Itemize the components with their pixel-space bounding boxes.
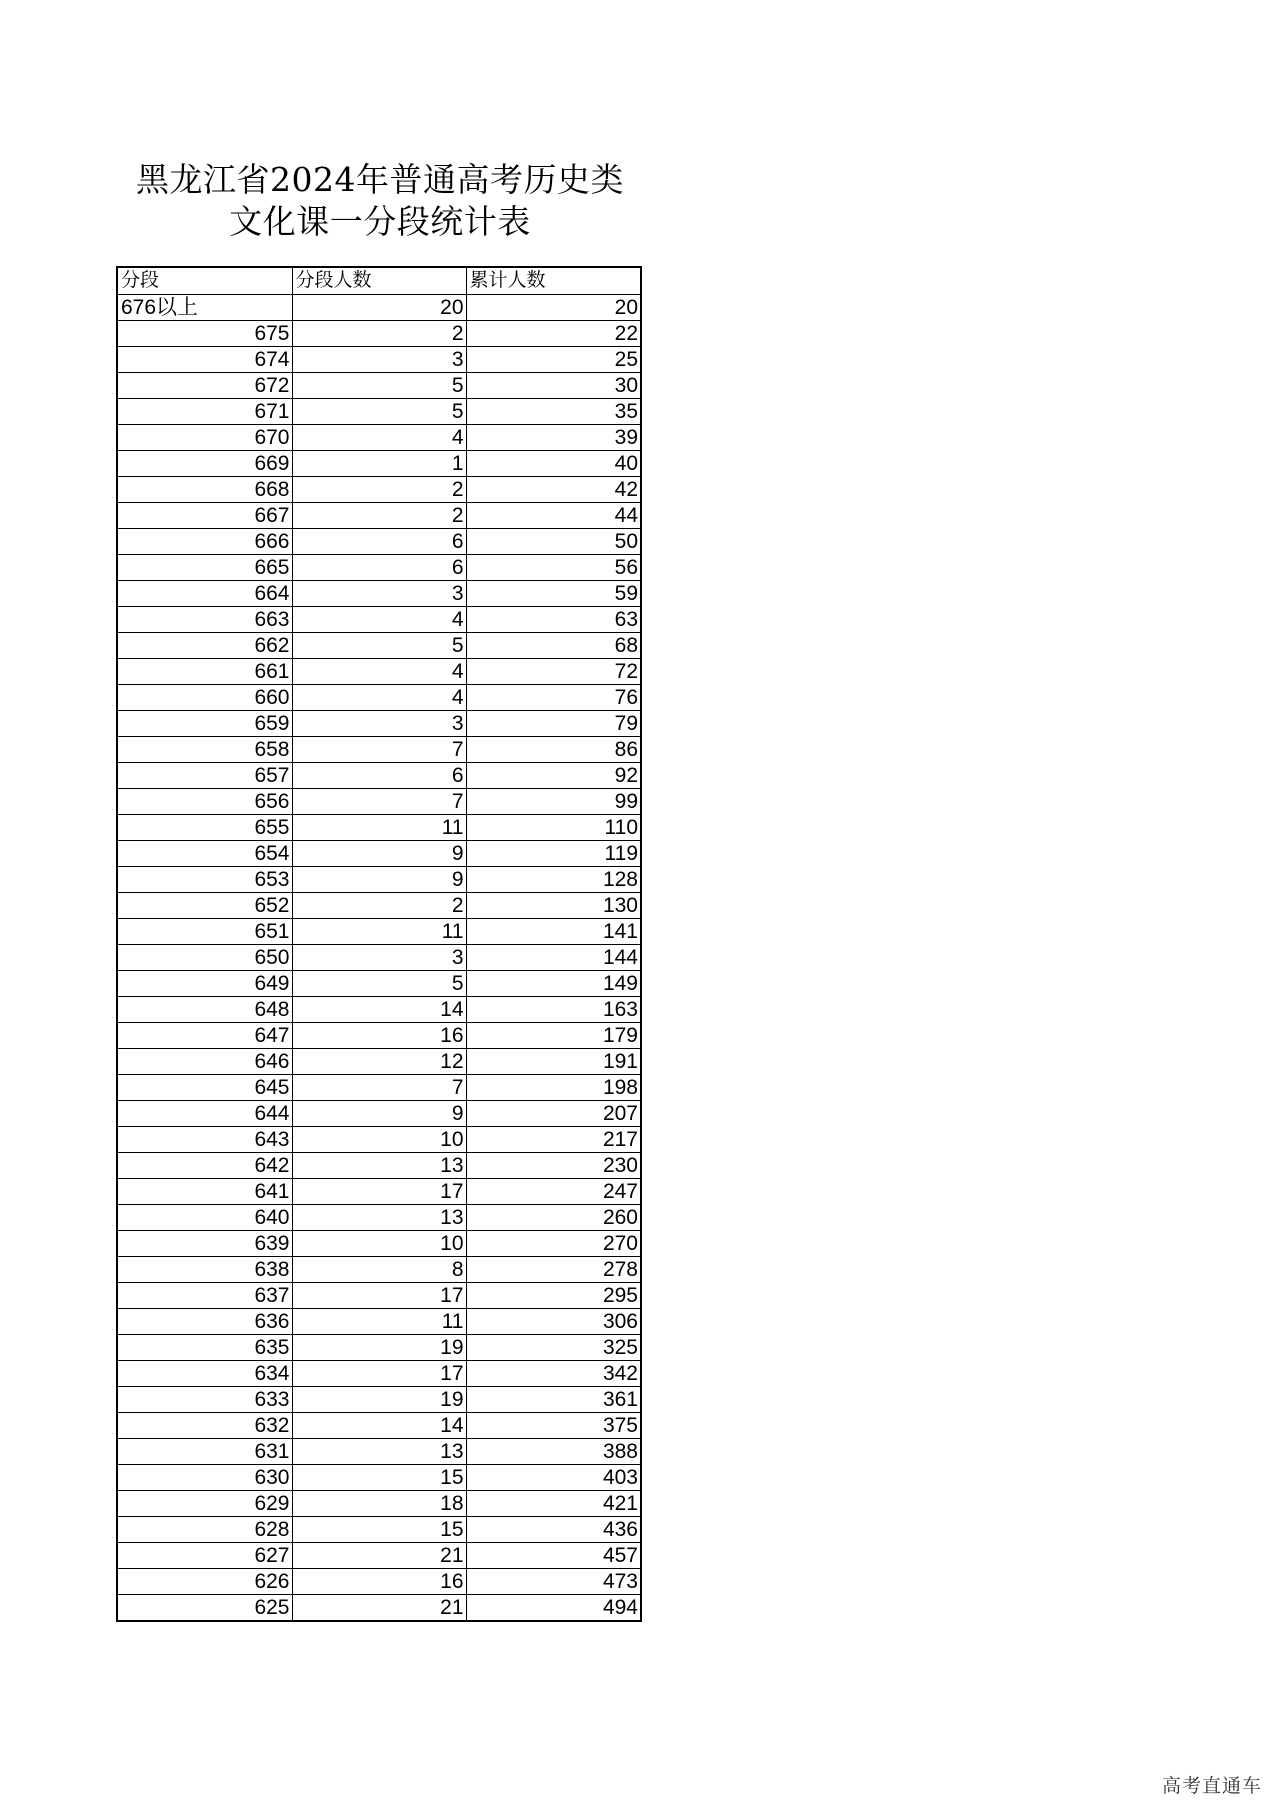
table-row — [117, 1542, 641, 1568]
cell-cumulative-count: 20 — [466, 294, 641, 320]
cell-cumulative-count: 99 — [466, 788, 641, 814]
cell-cumulative-count: 457 — [466, 1542, 641, 1568]
table-row — [117, 658, 641, 684]
cell-score-segment: 656 — [117, 788, 292, 814]
cell-score-segment: 675 — [117, 320, 292, 346]
table-row — [117, 944, 641, 970]
cell-segment-count: 13 — [292, 1438, 466, 1464]
cell-score-segment: 638 — [117, 1256, 292, 1282]
cell-cumulative-count: 361 — [466, 1386, 641, 1412]
cell-cumulative-count: 76 — [466, 684, 641, 710]
cell-segment-count: 21 — [292, 1594, 466, 1621]
cell-score-segment: 637 — [117, 1282, 292, 1308]
cell-score-segment: 632 — [117, 1412, 292, 1438]
cell-cumulative-count: 92 — [466, 762, 641, 788]
cell-segment-count: 14 — [292, 1412, 466, 1438]
cell-score-segment: 636 — [117, 1308, 292, 1334]
cell-segment-count: 15 — [292, 1516, 466, 1542]
cell-cumulative-count: 25 — [466, 346, 641, 372]
cell-segment-count: 6 — [292, 762, 466, 788]
table-row — [117, 1412, 641, 1438]
cell-score-segment: 654 — [117, 840, 292, 866]
cell-score-segment: 652 — [117, 892, 292, 918]
cell-cumulative-count: 473 — [466, 1568, 641, 1594]
cell-segment-count: 2 — [292, 320, 466, 346]
table-row — [117, 1256, 641, 1282]
cell-segment-count: 17 — [292, 1360, 466, 1386]
cell-score-segment: 671 — [117, 398, 292, 424]
table-row — [117, 840, 641, 866]
cell-score-segment: 646 — [117, 1048, 292, 1074]
cell-segment-count: 11 — [292, 814, 466, 840]
table-row — [117, 398, 641, 424]
cell-score-segment: 651 — [117, 918, 292, 944]
table-row — [117, 892, 641, 918]
header-score-segment: 分段 — [117, 267, 292, 294]
cell-segment-count: 10 — [292, 1126, 466, 1152]
cell-cumulative-count: 494 — [466, 1594, 641, 1621]
cell-segment-count: 21 — [292, 1542, 466, 1568]
cell-segment-count: 1 — [292, 450, 466, 476]
table-row — [117, 1074, 641, 1100]
table-row — [117, 1464, 641, 1490]
cell-score-segment: 642 — [117, 1152, 292, 1178]
cell-segment-count: 16 — [292, 1568, 466, 1594]
cell-score-segment: 662 — [117, 632, 292, 658]
table-row — [117, 1204, 641, 1230]
document-title-line2: 文化课一分段统计表 — [229, 202, 531, 241]
cell-score-segment: 660 — [117, 684, 292, 710]
table-row — [117, 996, 641, 1022]
cell-score-segment: 650 — [117, 944, 292, 970]
table-row — [117, 476, 641, 502]
table-row — [117, 1230, 641, 1256]
cell-cumulative-count: 72 — [466, 658, 641, 684]
cell-score-segment: 630 — [117, 1464, 292, 1490]
cell-score-segment: 668 — [117, 476, 292, 502]
cell-cumulative-count: 260 — [466, 1204, 641, 1230]
cell-segment-count: 13 — [292, 1152, 466, 1178]
cell-segment-count: 3 — [292, 580, 466, 606]
table-row — [117, 1126, 641, 1152]
cell-segment-count: 20 — [292, 294, 466, 320]
document-title-line1: 黑龙江省2024年普通高考历史类 — [136, 160, 624, 199]
cell-segment-count: 9 — [292, 840, 466, 866]
table-row — [117, 1490, 641, 1516]
table-row — [117, 736, 641, 762]
cell-segment-count: 2 — [292, 476, 466, 502]
table-row — [117, 970, 641, 996]
cell-cumulative-count: 342 — [466, 1360, 641, 1386]
cell-cumulative-count: 421 — [466, 1490, 641, 1516]
cell-segment-count: 5 — [292, 372, 466, 398]
cell-segment-count: 4 — [292, 658, 466, 684]
cell-segment-count: 7 — [292, 1074, 466, 1100]
cell-cumulative-count: 270 — [466, 1230, 641, 1256]
cell-score-segment: 628 — [117, 1516, 292, 1542]
cell-segment-count: 19 — [292, 1334, 466, 1360]
cell-score-segment: 665 — [117, 554, 292, 580]
cell-cumulative-count: 22 — [466, 320, 641, 346]
cell-cumulative-count: 179 — [466, 1022, 641, 1048]
cell-segment-count: 5 — [292, 970, 466, 996]
cell-score-segment: 657 — [117, 762, 292, 788]
watermark-text: 高考直通车 — [1161, 1775, 1262, 1797]
cell-segment-count: 3 — [292, 346, 466, 372]
cell-segment-count: 7 — [292, 736, 466, 762]
cell-score-segment: 634 — [117, 1360, 292, 1386]
cell-score-segment: 659 — [117, 710, 292, 736]
cell-cumulative-count: 388 — [466, 1438, 641, 1464]
cell-score-segment: 658 — [117, 736, 292, 762]
cell-segment-count: 11 — [292, 1308, 466, 1334]
cell-cumulative-count: 230 — [466, 1152, 641, 1178]
cell-cumulative-count: 42 — [466, 476, 641, 502]
cell-score-segment: 670 — [117, 424, 292, 450]
cell-segment-count: 6 — [292, 528, 466, 554]
table-row — [117, 814, 641, 840]
table-row — [117, 1386, 641, 1412]
table-row — [117, 320, 641, 346]
cell-score-segment: 672 — [117, 372, 292, 398]
cell-cumulative-count: 119 — [466, 840, 641, 866]
cell-score-segment: 676以上 — [117, 294, 292, 320]
table-row — [117, 1022, 641, 1048]
cell-cumulative-count: 35 — [466, 398, 641, 424]
cell-segment-count: 9 — [292, 1100, 466, 1126]
table-row — [117, 372, 641, 398]
cell-score-segment: 629 — [117, 1490, 292, 1516]
cell-score-segment: 625 — [117, 1594, 292, 1621]
cell-segment-count: 11 — [292, 918, 466, 944]
cell-score-segment: 669 — [117, 450, 292, 476]
cell-score-segment: 667 — [117, 502, 292, 528]
cell-segment-count: 17 — [292, 1282, 466, 1308]
table-row — [117, 1594, 641, 1621]
cell-cumulative-count: 39 — [466, 424, 641, 450]
cell-score-segment: 663 — [117, 606, 292, 632]
cell-cumulative-count: 375 — [466, 1412, 641, 1438]
table-row — [117, 1334, 641, 1360]
cell-score-segment: 644 — [117, 1100, 292, 1126]
table-row — [117, 1100, 641, 1126]
cell-score-segment: 661 — [117, 658, 292, 684]
cell-cumulative-count: 30 — [466, 372, 641, 398]
cell-cumulative-count: 278 — [466, 1256, 641, 1282]
cell-cumulative-count: 247 — [466, 1178, 641, 1204]
cell-score-segment: 664 — [117, 580, 292, 606]
cell-cumulative-count: 110 — [466, 814, 641, 840]
cell-segment-count: 19 — [292, 1386, 466, 1412]
cell-score-segment: 641 — [117, 1178, 292, 1204]
cell-segment-count: 13 — [292, 1204, 466, 1230]
cell-segment-count: 4 — [292, 606, 466, 632]
table-row — [117, 866, 641, 892]
cell-score-segment: 655 — [117, 814, 292, 840]
cell-score-segment: 674 — [117, 346, 292, 372]
cell-score-segment: 626 — [117, 1568, 292, 1594]
cell-score-segment: 633 — [117, 1386, 292, 1412]
table-row — [117, 606, 641, 632]
cell-cumulative-count: 306 — [466, 1308, 641, 1334]
cell-segment-count: 7 — [292, 788, 466, 814]
cell-cumulative-count: 130 — [466, 892, 641, 918]
cell-score-segment: 653 — [117, 866, 292, 892]
cell-segment-count: 4 — [292, 684, 466, 710]
table-row — [117, 424, 641, 450]
cell-segment-count: 4 — [292, 424, 466, 450]
cell-cumulative-count: 68 — [466, 632, 641, 658]
cell-cumulative-count: 40 — [466, 450, 641, 476]
table-row — [117, 1282, 641, 1308]
cell-score-segment: 627 — [117, 1542, 292, 1568]
cell-segment-count: 17 — [292, 1178, 466, 1204]
cell-segment-count: 14 — [292, 996, 466, 1022]
cell-score-segment: 647 — [117, 1022, 292, 1048]
table-row — [117, 1152, 641, 1178]
table-row — [117, 684, 641, 710]
cell-score-segment: 639 — [117, 1230, 292, 1256]
cell-cumulative-count: 207 — [466, 1100, 641, 1126]
cell-segment-count: 2 — [292, 892, 466, 918]
table-body — [117, 294, 641, 1621]
cell-segment-count: 8 — [292, 1256, 466, 1282]
table-row — [117, 1048, 641, 1074]
cell-cumulative-count: 325 — [466, 1334, 641, 1360]
cell-cumulative-count: 128 — [466, 866, 641, 892]
cell-segment-count: 5 — [292, 632, 466, 658]
table-row — [117, 580, 641, 606]
cell-cumulative-count: 144 — [466, 944, 641, 970]
table-row — [117, 762, 641, 788]
cell-segment-count: 9 — [292, 866, 466, 892]
cell-cumulative-count: 141 — [466, 918, 641, 944]
table-row — [117, 450, 641, 476]
table-row — [117, 528, 641, 554]
cell-segment-count: 5 — [292, 398, 466, 424]
cell-cumulative-count: 217 — [466, 1126, 641, 1152]
cell-score-segment: 635 — [117, 1334, 292, 1360]
cell-score-segment: 649 — [117, 970, 292, 996]
table-row — [117, 1516, 641, 1542]
cell-cumulative-count: 191 — [466, 1048, 641, 1074]
table-row — [117, 710, 641, 736]
table-row — [117, 346, 641, 372]
table-row — [117, 632, 641, 658]
cell-segment-count: 10 — [292, 1230, 466, 1256]
cell-score-segment: 666 — [117, 528, 292, 554]
cell-score-segment: 648 — [117, 996, 292, 1022]
cell-cumulative-count: 86 — [466, 736, 641, 762]
cell-segment-count: 15 — [292, 1464, 466, 1490]
cell-score-segment: 640 — [117, 1204, 292, 1230]
header-segment-count: 分段人数 — [292, 267, 466, 294]
cell-segment-count: 16 — [292, 1022, 466, 1048]
cell-score-segment: 645 — [117, 1074, 292, 1100]
cell-cumulative-count: 63 — [466, 606, 641, 632]
cell-cumulative-count: 79 — [466, 710, 641, 736]
table-row — [117, 1308, 641, 1334]
cell-segment-count: 6 — [292, 554, 466, 580]
cell-cumulative-count: 50 — [466, 528, 641, 554]
table-row — [117, 294, 641, 320]
header-cumulative-count: 累计人数 — [466, 267, 641, 294]
cell-cumulative-count: 149 — [466, 970, 641, 996]
cell-segment-count: 3 — [292, 944, 466, 970]
table-row — [117, 1178, 641, 1204]
table-row — [117, 1438, 641, 1464]
table-header-row — [117, 267, 641, 294]
cell-cumulative-count: 59 — [466, 580, 641, 606]
score-distribution-table — [116, 266, 642, 1622]
cell-cumulative-count: 56 — [466, 554, 641, 580]
table-row — [117, 1568, 641, 1594]
cell-cumulative-count: 198 — [466, 1074, 641, 1100]
table-row — [117, 918, 641, 944]
cell-score-segment: 643 — [117, 1126, 292, 1152]
cell-segment-count: 12 — [292, 1048, 466, 1074]
table-row — [117, 554, 641, 580]
table-row — [117, 788, 641, 814]
cell-segment-count: 3 — [292, 710, 466, 736]
cell-cumulative-count: 295 — [466, 1282, 641, 1308]
table-row — [117, 1360, 641, 1386]
cell-score-segment: 631 — [117, 1438, 292, 1464]
cell-cumulative-count: 436 — [466, 1516, 641, 1542]
cell-cumulative-count: 403 — [466, 1464, 641, 1490]
cell-segment-count: 18 — [292, 1490, 466, 1516]
table-row — [117, 502, 641, 528]
cell-segment-count: 2 — [292, 502, 466, 528]
cell-cumulative-count: 163 — [466, 996, 641, 1022]
cell-cumulative-count: 44 — [466, 502, 641, 528]
